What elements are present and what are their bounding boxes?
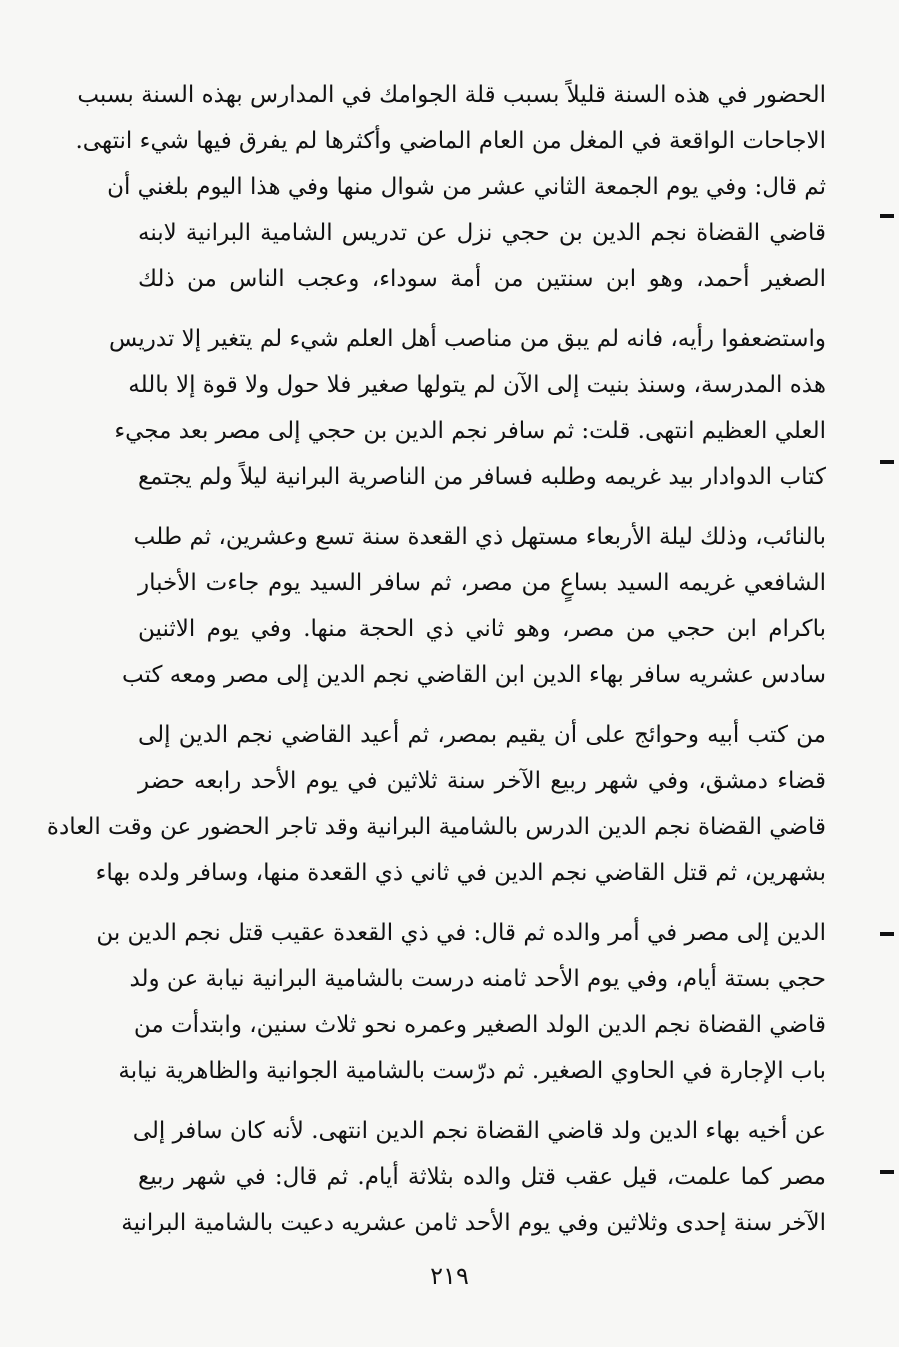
page-number: ٢١٩ [430, 1262, 469, 1290]
margin-tick-mark [880, 460, 894, 464]
text-line: قضاء دمشق، وفي شهر ربيع الآخر سنة ثلاثين في يوم الأحد رابعه حضر [138, 768, 826, 794]
text-line: قاضي القضاة نجم الدين الدرس بالشامية البرانية وقد تاجر الحضور عن وقت العادة [46, 814, 826, 840]
body-text [46, 72, 826, 1246]
text-line: العلي العظيم انتهى. قلت: ثم سافر نجم الدين بن حجي إلى مصر بعد مجيء [114, 418, 826, 444]
text-line: مصر كما علمت، قيل عقب قتل والده بثلاثة أيام. ثم قال: في شهر ربيع [138, 1164, 826, 1190]
text-line: بشهرين، ثم قتل القاضي نجم الدين في ثاني ذي القعدة منها، وسافر ولده بهاء [95, 860, 826, 886]
text-line: عن أخيه بهاء الدين ولد قاضي القضاة نجم الدين انتهى. لأنه كان سافر إلى [132, 1118, 826, 1144]
text-line: سادس عشريه سافر بهاء الدين ابن القاضي نجم الدين إلى مصر ومعه كتب [122, 662, 826, 688]
text-line: باكرام ابن حجي من مصر، وهو ثاني ذي الحجة منها. وفي يوم الاثنين [138, 616, 826, 642]
text-line: واستضعفوا رأيه، فانه لم يبق من مناصب أهل العلم شيء لم يتغير إلا تدريس [109, 326, 826, 352]
text-line: قاضي القضاة نجم الدين بن حجي نزل عن تدريس الشامية البرانية لابنه [138, 220, 826, 246]
margin-tick-mark [880, 1170, 894, 1174]
text-line: هذه المدرسة، وسنذ بنيت إلى الآن لم يتولها صغير فلا حول ولا قوة إلا بالله [128, 372, 826, 398]
text-line: الشافعي غريمه السيد بساعٍ من مصر، ثم سافر السيد يوم جاءت الأخبار [138, 570, 826, 596]
text-line: الآخر سنة إحدى وثلاثين وفي يوم الأحد ثامن عشريه دعيت بالشامية البرانية [121, 1210, 826, 1236]
text-line: الدين إلى مصر في أمر والده ثم قال: في ذي القعدة عقيب قتل نجم الدين بن [96, 920, 826, 946]
text-line: من كتب أبيه وحوائج على أن يقيم بمصر، ثم أعيد القاضي نجم الدين إلى [138, 722, 826, 748]
margin-tick-mark [880, 214, 894, 218]
text-line: قاضي القضاة نجم الدين الولد الصغير وعمره نحو ثلاث سنين، وابتدأت من [133, 1012, 826, 1038]
margin-tick-mark [880, 932, 894, 936]
text-line: باب الإجارة في الحاوي الصغير. ثم درّست بالشامية الجوانية والظاهرية نيابة [118, 1058, 826, 1084]
text-line: ثم قال: وفي يوم الجمعة الثاني عشر من شوال منها وفي هذا اليوم بلغني أن [107, 174, 826, 200]
text-line: حجي بستة أيام، وفي يوم الأحد ثامنه درست بالشامية البرانية نيابة عن ولد [129, 966, 826, 992]
text-line: الصغير أحمد، وهو ابن سنتين من أمة سوداء، وعجب الناس من ذلك [138, 266, 826, 292]
text-line: كتاب الدوادار بيد غريمه وطلبه فسافر من الناصرية البرانية ليلاً ولم يجتمع [138, 464, 826, 490]
text-line: بالنائب، وذلك ليلة الأربعاء مستهل ذي القعدة سنة تسع وعشرين، ثم طلب [133, 524, 826, 550]
text-line: الاجاحات الواقعة في المغل من العام الماضي وأكثرها لم يفرق فيها شيء انتهى. [75, 128, 826, 154]
text-line: الحضور في هذه السنة قليلاً بسبب قلة الجوامك في المدارس بهذه السنة بسبب [77, 82, 826, 108]
